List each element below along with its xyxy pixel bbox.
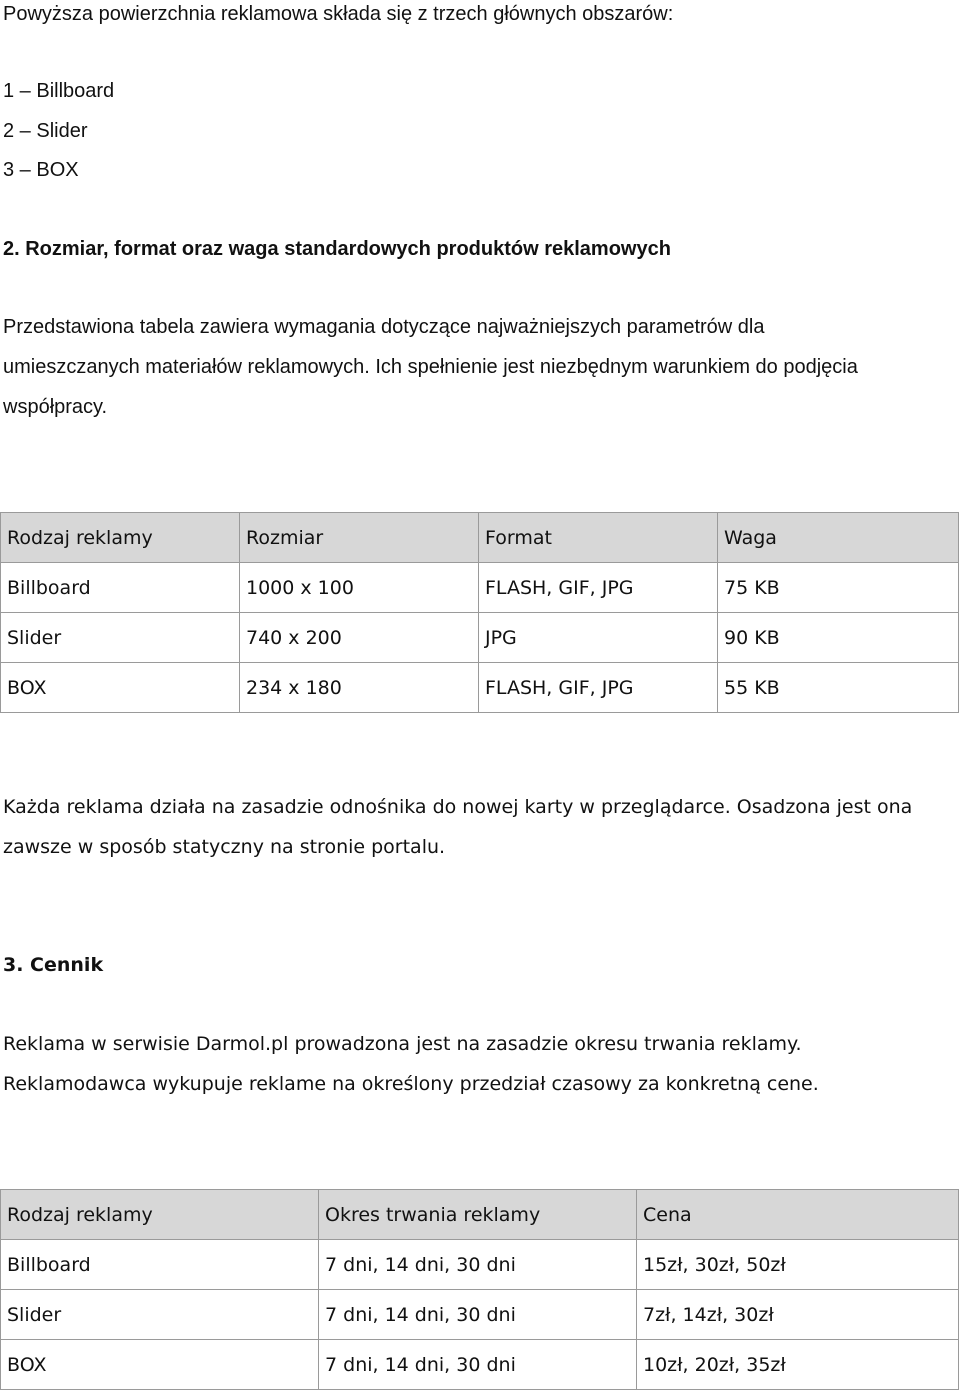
table-cell: FLASH, GIF, JPG (479, 663, 718, 713)
note-paragraph-line: Każda reklama działa na zasadzie odnośnika do nowej karty w przeglądarce. Osadzona jest ona (3, 796, 913, 818)
table-cell: JPG (479, 613, 718, 663)
table-row (1, 1240, 959, 1290)
table-cell: 10zł, 20zł, 35zł (637, 1340, 959, 1390)
table-cell: FLASH, GIF, JPG (479, 563, 718, 613)
table-cell: 740 x 200 (240, 613, 479, 663)
table-header-row (1, 1190, 959, 1240)
column-header-ad-type: Rodzaj reklamy (1, 513, 240, 563)
area-item-slider: 2 – Slider (3, 120, 88, 142)
table-cell: 7 dni, 14 dni, 30 dni (319, 1340, 637, 1390)
table-cell: 1000 x 100 (240, 563, 479, 613)
table-cell: 7zł, 14zł, 30zł (637, 1290, 959, 1340)
table-row (1, 663, 959, 713)
area-item-billboard: 1 – Billboard (3, 80, 115, 102)
table-row (1, 563, 959, 613)
table-cell: 75 KB (718, 563, 959, 613)
table-cell: 7 dni, 14 dni, 30 dni (319, 1240, 637, 1290)
price-table (0, 1189, 959, 1390)
column-header-price: Cena (637, 1190, 959, 1240)
table-cell: 55 KB (718, 663, 959, 713)
table-cell: Slider (1, 1290, 319, 1340)
column-header-size: Rozmiar (240, 513, 479, 563)
section-2-paragraph-line: współpracy. (3, 396, 108, 418)
section-2-paragraph-line: umieszczanych materiałów reklamowych. Ich spełnienie jest niezbędnym warunkiem do podjęcia (3, 356, 858, 378)
intro-text: Powyższa powierzchnia reklamowa składa się z trzech głównych obszarów: (3, 3, 674, 25)
table-cell: Billboard (1, 1240, 319, 1290)
table-cell: Slider (1, 613, 240, 663)
section-2-heading: 2. Rozmiar, format oraz waga standardowych produktów reklamowych (3, 238, 671, 260)
section-3-paragraph-line: Reklama w serwisie Darmol.pl prowadzona jest na zasadzie okresu trwania reklamy. (3, 1033, 802, 1055)
table-cell: 15zł, 30zł, 50zł (637, 1240, 959, 1290)
table-row (1, 613, 959, 663)
table-row (1, 1340, 959, 1390)
section-3-paragraph-line: Reklamodawca wykupuje reklame na określony przedział czasowy za konkretną cene. (3, 1073, 819, 1095)
note-paragraph-line: zawsze w sposób statyczny na stronie portalu. (3, 836, 446, 858)
table-cell: BOX (1, 1340, 319, 1390)
specs-table (0, 512, 959, 713)
column-header-weight: Waga (718, 513, 959, 563)
column-header-duration: Okres trwania reklamy (319, 1190, 637, 1240)
table-cell: 90 KB (718, 613, 959, 663)
table-cell: 234 x 180 (240, 663, 479, 713)
section-2-paragraph-line: Przedstawiona tabela zawiera wymagania dotyczące najważniejszych parametrów dla (3, 316, 765, 338)
table-header-row (1, 513, 959, 563)
section-3-heading: 3. Cennik (3, 954, 104, 976)
table-cell: Billboard (1, 563, 240, 613)
area-item-box: 3 – BOX (3, 159, 79, 181)
column-header-ad-type: Rodzaj reklamy (1, 1190, 319, 1240)
column-header-format: Format (479, 513, 718, 563)
table-cell: BOX (1, 663, 240, 713)
table-row (1, 1290, 959, 1340)
table-cell: 7 dni, 14 dni, 30 dni (319, 1290, 637, 1340)
